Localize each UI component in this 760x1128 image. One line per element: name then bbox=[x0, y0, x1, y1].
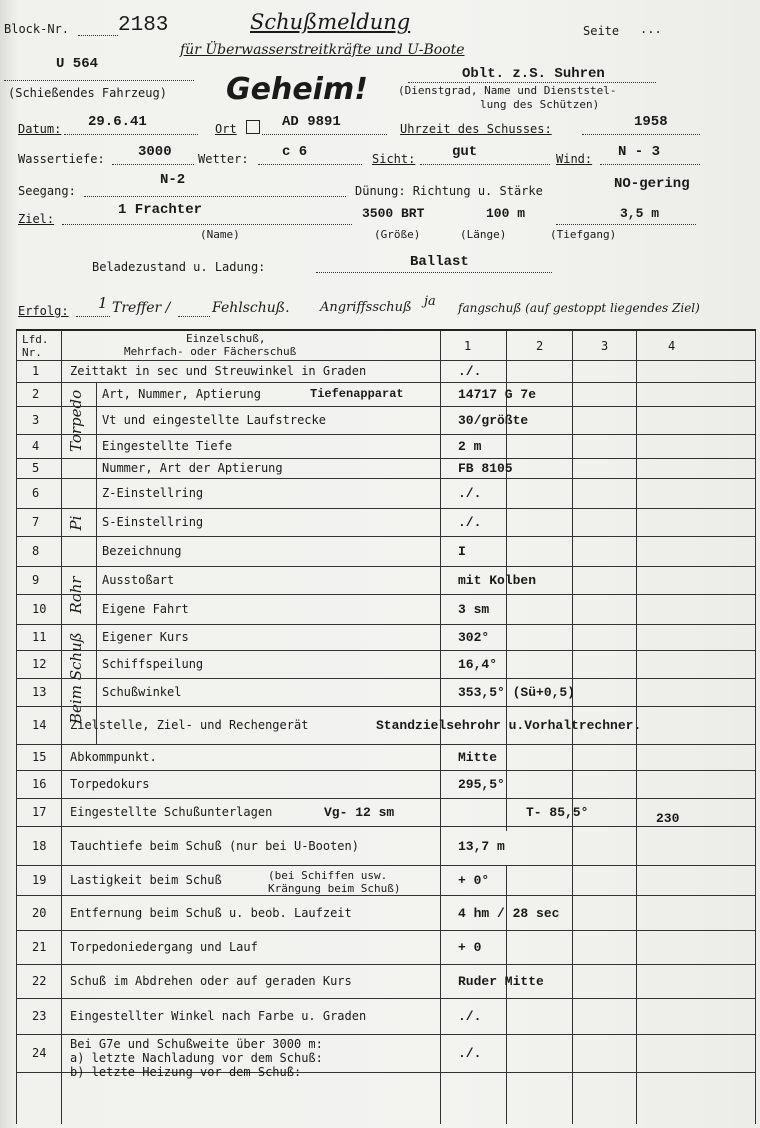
secret-stamp: Geheim! bbox=[226, 72, 368, 107]
row-number: 24 bbox=[32, 1046, 47, 1060]
row-value: 295,5° bbox=[458, 777, 505, 792]
row-value: 2 m bbox=[458, 439, 482, 454]
fangschuss-label: fangschuß (auf gestoppt liegendes Ziel) bbox=[458, 301, 700, 315]
row-number: 21 bbox=[32, 940, 47, 954]
row-number: 23 bbox=[32, 1009, 47, 1023]
row-value: ./. bbox=[458, 486, 482, 501]
treffer-count: 1 bbox=[98, 294, 108, 312]
table-row bbox=[16, 965, 756, 999]
row-number: 2 bbox=[32, 387, 40, 401]
page-label: Seite bbox=[583, 24, 620, 38]
row-number: 5 bbox=[32, 461, 40, 475]
row-label: Entfernung beim Schuß u. beob. Laufzeit bbox=[70, 905, 352, 920]
row-number: 18 bbox=[32, 838, 47, 853]
row-number: 1 bbox=[32, 364, 40, 378]
sicht-label: Sicht: bbox=[372, 152, 416, 166]
groesse-caption: (Größe) bbox=[374, 228, 421, 241]
wassertiefe-label: Wassertiefe: bbox=[18, 152, 105, 166]
row-value: ./. bbox=[458, 1009, 482, 1024]
angriff-value: ja bbox=[424, 294, 436, 309]
ziel-name: 1 Frachter bbox=[118, 202, 203, 218]
table-row bbox=[16, 999, 756, 1035]
row-label: Torpedokurs bbox=[70, 777, 150, 791]
row-label: Eingestellter Winkel nach Farbe u. Graden bbox=[70, 1009, 367, 1023]
table-row bbox=[16, 459, 756, 479]
row-label-note: (bei Schiffen usw. Krängung beim Schuß) bbox=[268, 869, 401, 895]
row-number: 20 bbox=[32, 905, 47, 920]
duenung-value: NO-gering bbox=[614, 176, 690, 192]
table-row bbox=[16, 799, 756, 827]
ort-label: Ort bbox=[215, 122, 237, 136]
wassertiefe-value: 3000 bbox=[138, 144, 172, 160]
laenge-caption: (Länge) bbox=[460, 228, 507, 241]
table-row bbox=[16, 771, 756, 799]
row-number: 8 bbox=[32, 544, 40, 558]
table-row bbox=[16, 866, 756, 896]
shot-table bbox=[16, 329, 756, 1124]
table-row bbox=[16, 1035, 756, 1079]
row-label: Tauchtiefe beim Schuß (nur bei U-Booten) bbox=[70, 838, 359, 853]
group-beim-schuss-label: Beim Schuß bbox=[67, 632, 85, 724]
ort-box-icon bbox=[246, 120, 260, 134]
row-number: 22 bbox=[32, 974, 47, 988]
ort-value: AD 9891 bbox=[282, 114, 341, 130]
wind-value: N - 3 bbox=[618, 144, 661, 160]
table-row bbox=[16, 479, 756, 509]
row-label: Zielstelle, Ziel- und Rechengerät bbox=[70, 718, 309, 732]
table-row bbox=[16, 383, 756, 407]
row-value: 16,4° bbox=[458, 657, 498, 672]
row-number: 19 bbox=[32, 873, 47, 887]
ziel-laenge: 100 m bbox=[486, 206, 526, 221]
table-row bbox=[16, 745, 756, 771]
row-number: 17 bbox=[32, 805, 47, 819]
table-row bbox=[16, 537, 756, 567]
row-value: 302° bbox=[458, 630, 490, 645]
fehlschuss-label: Fehlschuß. bbox=[212, 300, 290, 316]
rank-label-2: lung des Schützen) bbox=[480, 98, 600, 111]
row-label: Ausstoßart bbox=[102, 573, 175, 587]
table-row bbox=[16, 625, 756, 651]
col-2-header: 2 bbox=[536, 339, 544, 353]
row-label: Schußwinkel bbox=[102, 685, 182, 699]
row-label: Art, Nummer, Aptierung bbox=[102, 387, 261, 401]
col-3-header: 3 bbox=[601, 339, 609, 353]
row-number: 9 bbox=[32, 573, 40, 587]
row-number: 16 bbox=[32, 777, 47, 791]
form-title: Schußmeldung bbox=[250, 10, 411, 34]
table-row bbox=[16, 827, 756, 866]
row-number: 11 bbox=[32, 630, 47, 644]
wetter-label: Wetter: bbox=[198, 152, 249, 166]
row-number: 14 bbox=[32, 718, 47, 732]
page-value: ... bbox=[640, 22, 662, 36]
table-row bbox=[16, 361, 756, 383]
erfolg-label: Erfolg: bbox=[18, 304, 69, 318]
row-number: 3 bbox=[32, 413, 40, 427]
row-value: 4 hm / 28 sec bbox=[458, 905, 560, 921]
row-number: 12 bbox=[32, 657, 47, 671]
row-label: Vt und eingestellte Laufstrecke bbox=[102, 413, 326, 427]
row-label: Abkommpunkt. bbox=[70, 750, 157, 764]
row-value: ./. bbox=[458, 515, 482, 530]
table-row bbox=[16, 651, 756, 679]
row-number: 13 bbox=[32, 685, 47, 699]
block-number: 2183 bbox=[118, 14, 169, 37]
row-number: 7 bbox=[32, 515, 40, 529]
ziel-tiefgang: 3,5 m bbox=[620, 206, 660, 221]
group-torpedo-label: Torpedo bbox=[67, 389, 85, 452]
row-value: T- 85,5° bbox=[526, 805, 589, 820]
seegang-value: N-2 bbox=[160, 172, 186, 188]
row-value: 13,7 m bbox=[458, 838, 505, 854]
row-label: Eigener Kurs bbox=[102, 630, 189, 644]
row-number: 6 bbox=[32, 486, 40, 500]
row-value: mit Kolben bbox=[458, 573, 537, 588]
ladung-value: Ballast bbox=[410, 254, 469, 270]
row-label: Eingestellte Schußunterlagen bbox=[70, 805, 273, 819]
row-label: Bezeichnung bbox=[102, 544, 182, 558]
table-row bbox=[16, 567, 756, 595]
row-label: Z-Einstellring bbox=[102, 486, 204, 500]
wind-label: Wind: bbox=[556, 152, 593, 166]
wetter-value: c 6 bbox=[282, 144, 308, 160]
row-label: Lastigkeit beim Schuß bbox=[70, 873, 222, 887]
duenung-label: Dünung: Richtung u. Stärke bbox=[355, 184, 543, 198]
row-value: ./. bbox=[458, 1046, 482, 1061]
col-nr-header: Lfd. Nr. bbox=[22, 333, 49, 359]
row-number: 15 bbox=[32, 750, 47, 764]
vessel-label: (Schießendes Fahrzeug) bbox=[8, 86, 167, 100]
row-value: + 0° bbox=[458, 873, 490, 888]
row-label: Eingestellte Tiefe bbox=[102, 439, 233, 453]
row-value: 30/größte bbox=[458, 413, 529, 428]
group-pi-label: Pi bbox=[67, 515, 85, 531]
datum-label: Datum: bbox=[18, 122, 62, 136]
ladung-label: Beladezustand u. Ladung: bbox=[92, 260, 266, 274]
tiefgang-caption: (Tiefgang) bbox=[550, 228, 617, 241]
row-value: Ruder Mitte bbox=[458, 974, 544, 989]
row-value: 353,5° (Sü+0,5) bbox=[458, 685, 576, 700]
row-number: 10 bbox=[32, 602, 47, 616]
rank-label-1: (Dienstgrad, Name und Dienststel- bbox=[398, 84, 617, 97]
form-subtitle: für Überwasserstreitkräfte und U-Boote bbox=[180, 42, 465, 58]
group-rohr-label: Rohr bbox=[67, 576, 85, 614]
row-number: 4 bbox=[32, 439, 40, 453]
uhrzeit-value: 1958 bbox=[634, 114, 668, 130]
seegang-label: Seegang: bbox=[18, 184, 76, 198]
datum-value: 29.6.41 bbox=[88, 114, 147, 130]
row-extra: 230 bbox=[656, 811, 680, 826]
row-value: 14717 G 7e bbox=[458, 387, 537, 402]
vg-value: Vg- 12 sm bbox=[324, 805, 395, 820]
table-row bbox=[16, 435, 756, 459]
table-row bbox=[16, 509, 756, 537]
row-value: Standzielsehrohr u.Vorhaltrechner. bbox=[376, 718, 642, 733]
table-row bbox=[16, 707, 756, 745]
table-row bbox=[16, 896, 756, 931]
row-value: 3 sm bbox=[458, 602, 490, 617]
row-extra: Tiefenapparat bbox=[310, 387, 404, 401]
row-value: + 0 bbox=[458, 940, 482, 955]
col-1-header: 1 bbox=[464, 339, 472, 353]
row-label: Zeittakt in sec und Streuwinkel in Graden bbox=[70, 364, 367, 378]
table-row bbox=[16, 931, 756, 965]
row-label: S-Einstellring bbox=[102, 515, 204, 529]
treffer-label: Treffer / bbox=[112, 300, 171, 316]
officer-name: Oblt. z.S. Suhren bbox=[462, 66, 605, 82]
table-row bbox=[16, 407, 756, 435]
row-value: Mitte bbox=[458, 750, 498, 765]
row-label: Nummer, Art der Aptierung bbox=[102, 461, 283, 475]
col-desc-header-1: Einzelschuß, bbox=[186, 332, 266, 345]
uhrzeit-label: Uhrzeit des Schusses: bbox=[400, 122, 552, 136]
row-label: Schuß im Abdrehen oder auf geraden Kurs bbox=[70, 974, 352, 988]
boat-number: U 564 bbox=[56, 56, 99, 72]
sicht-value: gut bbox=[452, 144, 478, 160]
name-caption: (Name) bbox=[200, 228, 240, 241]
table-row bbox=[16, 595, 756, 625]
col-desc-header-2: Mehrfach- oder Fächerschuß bbox=[124, 345, 297, 358]
ziel-label: Ziel: bbox=[18, 212, 55, 226]
row-value: FB 8105 bbox=[458, 461, 513, 476]
row-label: Torpedoniedergang und Lauf bbox=[70, 940, 258, 954]
row-value: I bbox=[458, 544, 466, 559]
table-row bbox=[16, 679, 756, 707]
block-label: Block-Nr. bbox=[4, 22, 70, 36]
angriff-label: Angriffsschuß bbox=[320, 300, 412, 315]
row-label: Schiffspeilung bbox=[102, 657, 204, 671]
row-label: Bei G7e und Schußweite über 3000 m: a) letzte Nachladung vor dem Schuß: b) letzte Heizung vor dem Schuß: bbox=[70, 1037, 323, 1079]
col-4-header: 4 bbox=[668, 339, 676, 353]
row-value: ./. bbox=[458, 364, 482, 379]
row-label: Eigene Fahrt bbox=[102, 602, 189, 616]
ziel-groesse: 3500 BRT bbox=[362, 206, 425, 221]
